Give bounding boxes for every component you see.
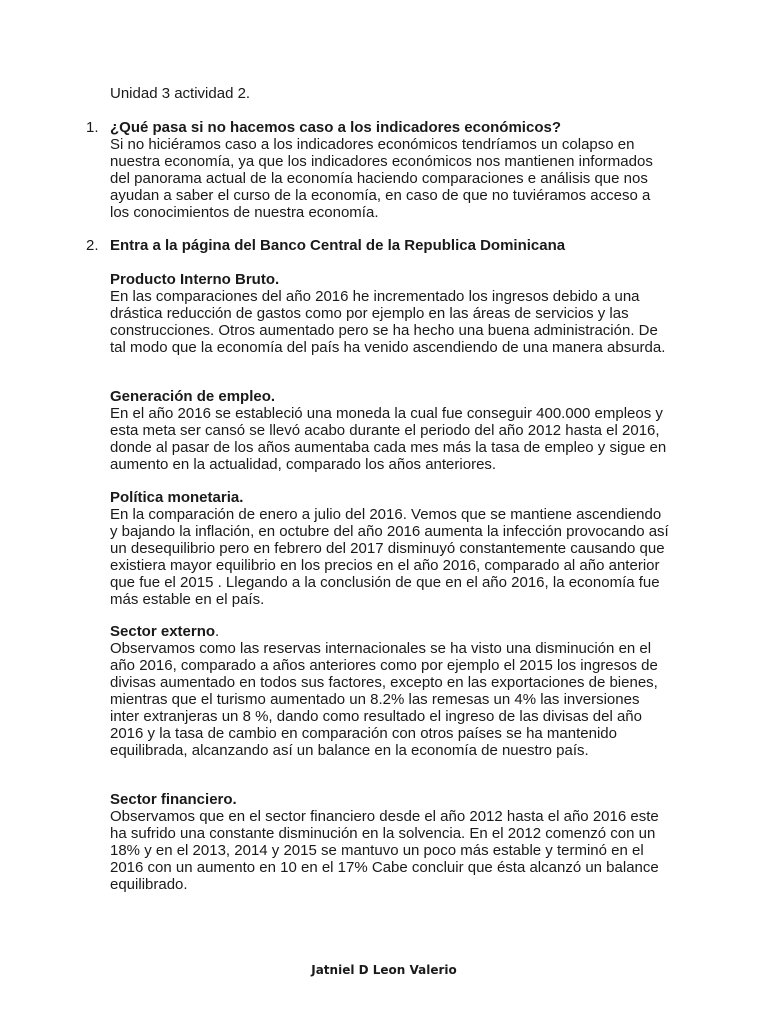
- list-number: 1.: [86, 119, 99, 136]
- section-heading: Política monetaria.: [110, 489, 244, 506]
- answer-paragraph: Si no hiciéramos caso a los indicadores económicos tendríamos un colapso en nuestra economía, ya que los indicadores económicos nos mantienen informados del panorama actual de la economía haciendo comparaciones e análisis que nos ayudan a saber el curso de la economía, en caso de que no tuviéramos acceso a los conocimientos de nuestra economía.: [110, 136, 653, 221]
- section-heading: Sector externo: [110, 623, 216, 640]
- section-paragraph: En la comparación de enero a julio del 2016. Vemos que se mantiene ascendiendo y bajando la inflación, en octubre del año 2016 aumenta la infección provocando así un desequilibrio pero en febrero del 2017 disminuyó constantemente causando que existiera mayor equilibrio en los precios en el año 2016, comparado al año anterior que fue el 2015 . Llegando a la conclusión de que en el año 2016, la economía fue más estable en el país.: [110, 506, 669, 608]
- section-sector-externo: [110, 623, 670, 759]
- section-paragraph: Observamos que en el sector financiero desde el año 2012 hasta el año 2016 este ha sufrido una constante disminución en la solvencia. En el 2012 comenzó con un 18% y en el 2013, 2014 y 2015 se mantuvo un poco más estable y terminó en el 2016 con un aumento en 10 en el 17% Cabe concluir que ésta alcanzó un balance equilibrado.: [110, 808, 659, 893]
- question-heading: Entra a la página del Banco Central de la Republica Dominicana: [110, 237, 566, 254]
- section-pib: [110, 271, 670, 356]
- section-paragraph: En el año 2016 se estableció una moneda la cual fue conseguir 400.000 empleos y esta meta ser cansó se llevó acabo durante el periodo del año 2012 hasta el 2016, donde al pasar de los años aumentaba cada mes más la tasa de empleo y sigue en aumento en la actualidad, comparado los años anteriores.: [110, 405, 667, 473]
- section-empleo: [110, 388, 670, 473]
- list-item-body: [110, 237, 666, 254]
- section-heading: Producto Interno Bruto.: [110, 271, 280, 288]
- section-sector-financiero: [110, 791, 670, 893]
- list-number: 2.: [86, 237, 99, 254]
- question-heading: ¿Qué pasa si no hacemos caso a los indicadores económicos?: [110, 119, 561, 136]
- author-footer: Jatniel D Leon Valerio: [311, 963, 457, 977]
- document-title: Unidad 3 actividad 2.: [110, 85, 251, 102]
- section-heading-suffix: .: [215, 623, 220, 640]
- section-paragraph: Observamos como las reservas internacionales se ha visto una disminución en el año 2016, comparado a años anteriores como por ejemplo el 2015 los ingresos de divisas aumentado en todos sus factores, excepto en las exportaciones de bienes, mientras que el turismo aumentado un 8.2% las remesas un 4% las inversiones inter extranjeras un 8 %, dando como resultado el ingreso de las divisas del año 2016 y la tasa de cambio en comparación con otros países se ha mantenido equilibrada, alcanzando así un balance en la economía de nuestro país.: [110, 640, 658, 759]
- section-paragraph: En las comparaciones del año 2016 he incrementado los ingresos debido a una drástica reducción de gastos como por ejemplo en las áreas de servicios y las construcciones. Otros aumentado pero se ha hecho una buena administración. De tal modo que la economía del país ha venido ascendiendo de una manera absurda.: [110, 288, 666, 356]
- section-politica-monetaria: [110, 489, 670, 608]
- section-heading: Sector financiero.: [110, 791, 237, 808]
- list-item-body: [110, 119, 666, 221]
- section-heading: Generación de empleo.: [110, 388, 276, 405]
